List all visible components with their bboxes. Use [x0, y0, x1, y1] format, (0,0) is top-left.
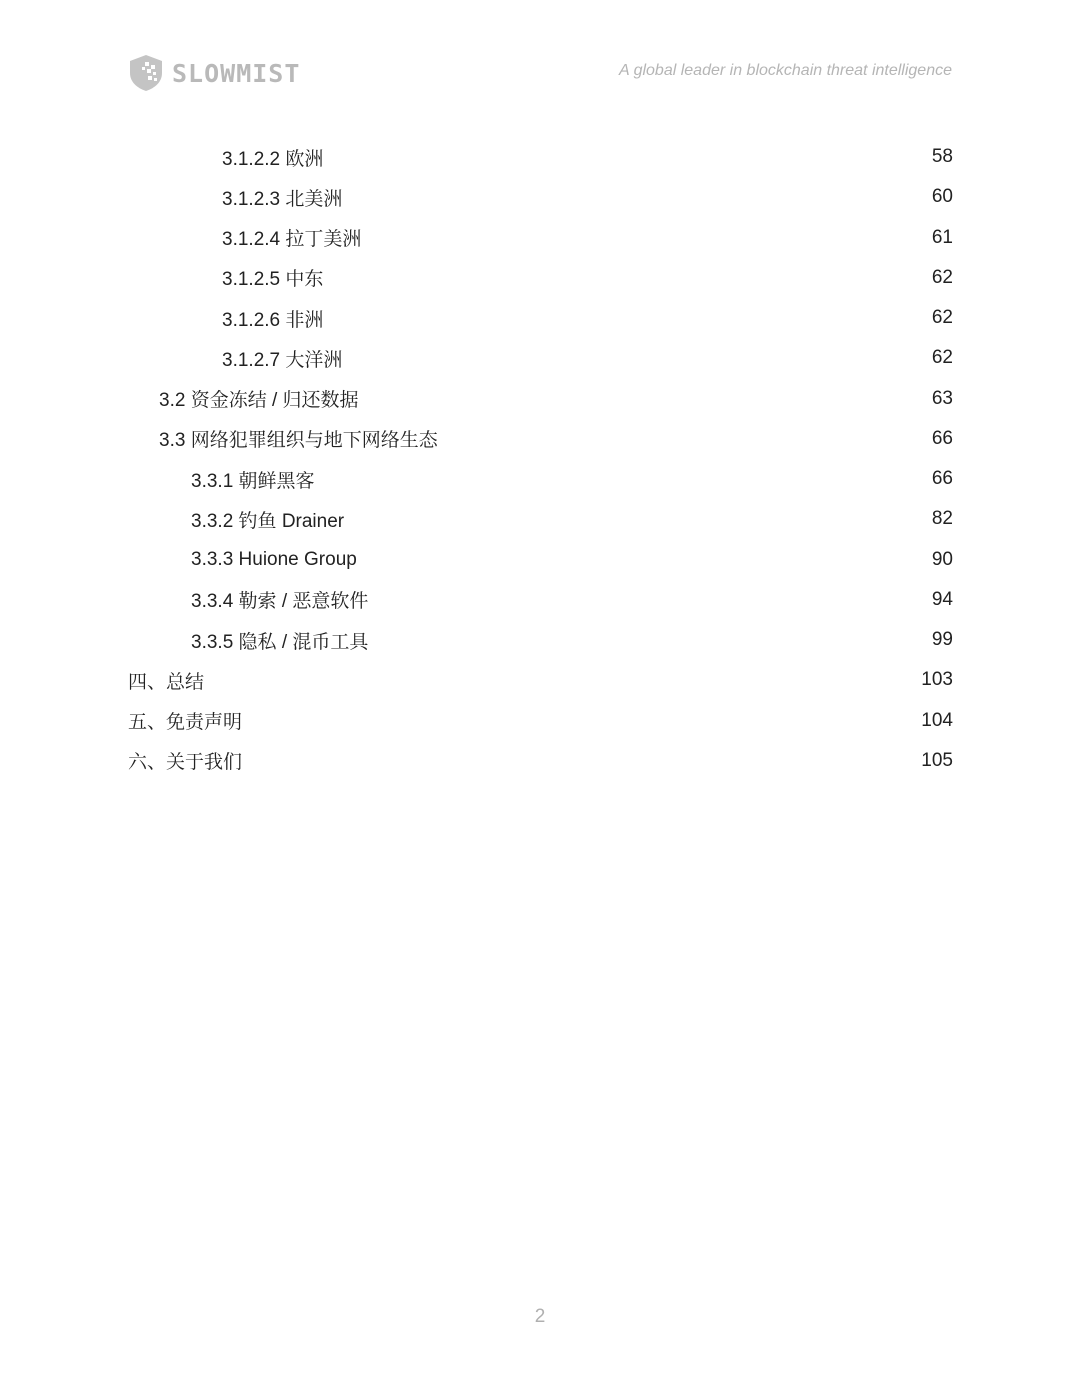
page-number: 2: [534, 1306, 546, 1327]
toc-entry-page-number: 105: [921, 749, 953, 771]
toc-entry-title: 六、关于我们: [128, 752, 243, 774]
toc-entry-page-number: 90: [931, 548, 953, 570]
toc-entry-title: 3.3.5 隐私 / 混币工具: [191, 631, 369, 653]
toc-entry-page-number: 82: [931, 508, 953, 530]
toc-entry-title: 3.3.4 勒索 / 恶意软件: [191, 591, 369, 613]
toc-entry[interactable]: [128, 338, 953, 378]
toc-entry[interactable]: [128, 580, 953, 620]
toc-entry-page-number: 103: [921, 669, 953, 691]
toc-entry-page-number: 62: [931, 347, 953, 369]
toc-entry[interactable]: [128, 741, 953, 781]
toc-entry-title: 3.3.3 Huione Group: [191, 548, 357, 570]
page-header: [128, 52, 952, 94]
toc-entry-page-number: 63: [931, 387, 953, 409]
toc-entry-page-number: 94: [931, 588, 953, 610]
toc-entry[interactable]: [128, 540, 953, 580]
toc-entry-page-number: 66: [931, 427, 953, 449]
table-of-contents: [128, 137, 953, 781]
shield-logo-icon: [128, 54, 164, 92]
toc-entry[interactable]: [128, 218, 953, 258]
toc-entry-title: 3.3.2 钓鱼 Drainer: [191, 510, 345, 532]
header-tagline: A global leader in blockchain threat intelligence: [619, 62, 952, 79]
toc-entry[interactable]: [128, 499, 953, 539]
toc-entry[interactable]: [128, 258, 953, 298]
toc-entry-title: 3.3 网络犯罪组织与地下网络生态: [159, 430, 438, 452]
toc-entry[interactable]: [128, 177, 953, 217]
toc-entry-page-number: 58: [931, 146, 953, 168]
toc-entry-page-number: 61: [931, 226, 953, 248]
toc-entry-title: 3.1.2.6 非洲: [222, 309, 324, 331]
toc-entry-title: 3.2 资金冻结 / 归还数据: [159, 390, 359, 412]
toc-entry[interactable]: [128, 298, 953, 338]
toc-entry-title: 3.1.2.7 大洋洲: [222, 349, 343, 371]
toc-entry-title: 3.1.2.2 欧洲: [222, 148, 324, 170]
toc-entry-title: 五、免责声明: [128, 712, 243, 734]
slowmist-logo: [128, 54, 300, 92]
toc-entry[interactable]: [128, 137, 953, 177]
toc-entry-title: 3.1.2.3 北美洲: [222, 188, 343, 210]
logo-text: SLOWMIST: [172, 58, 301, 88]
toc-entry-title: 3.1.2.5 中东: [222, 269, 324, 291]
toc-entry-title: 3.1.2.4 拉丁美洲: [222, 229, 362, 251]
toc-entry-title: 四、总结: [128, 671, 205, 693]
toc-entry[interactable]: [128, 701, 953, 741]
toc-entry[interactable]: [128, 379, 953, 419]
toc-entry-page-number: 62: [931, 266, 953, 288]
toc-entry-page-number: 104: [921, 709, 953, 731]
toc-entry-page-number: 66: [931, 468, 953, 490]
toc-entry-page-number: 62: [931, 307, 953, 329]
toc-entry[interactable]: [128, 660, 953, 700]
toc-entry[interactable]: [128, 419, 953, 459]
toc-entry-page-number: 60: [931, 186, 953, 208]
toc-entry-page-number: 99: [931, 629, 953, 651]
toc-entry-title: 3.3.1 朝鲜黑客: [191, 470, 315, 492]
toc-entry[interactable]: [128, 620, 953, 660]
toc-entry[interactable]: [128, 459, 953, 499]
